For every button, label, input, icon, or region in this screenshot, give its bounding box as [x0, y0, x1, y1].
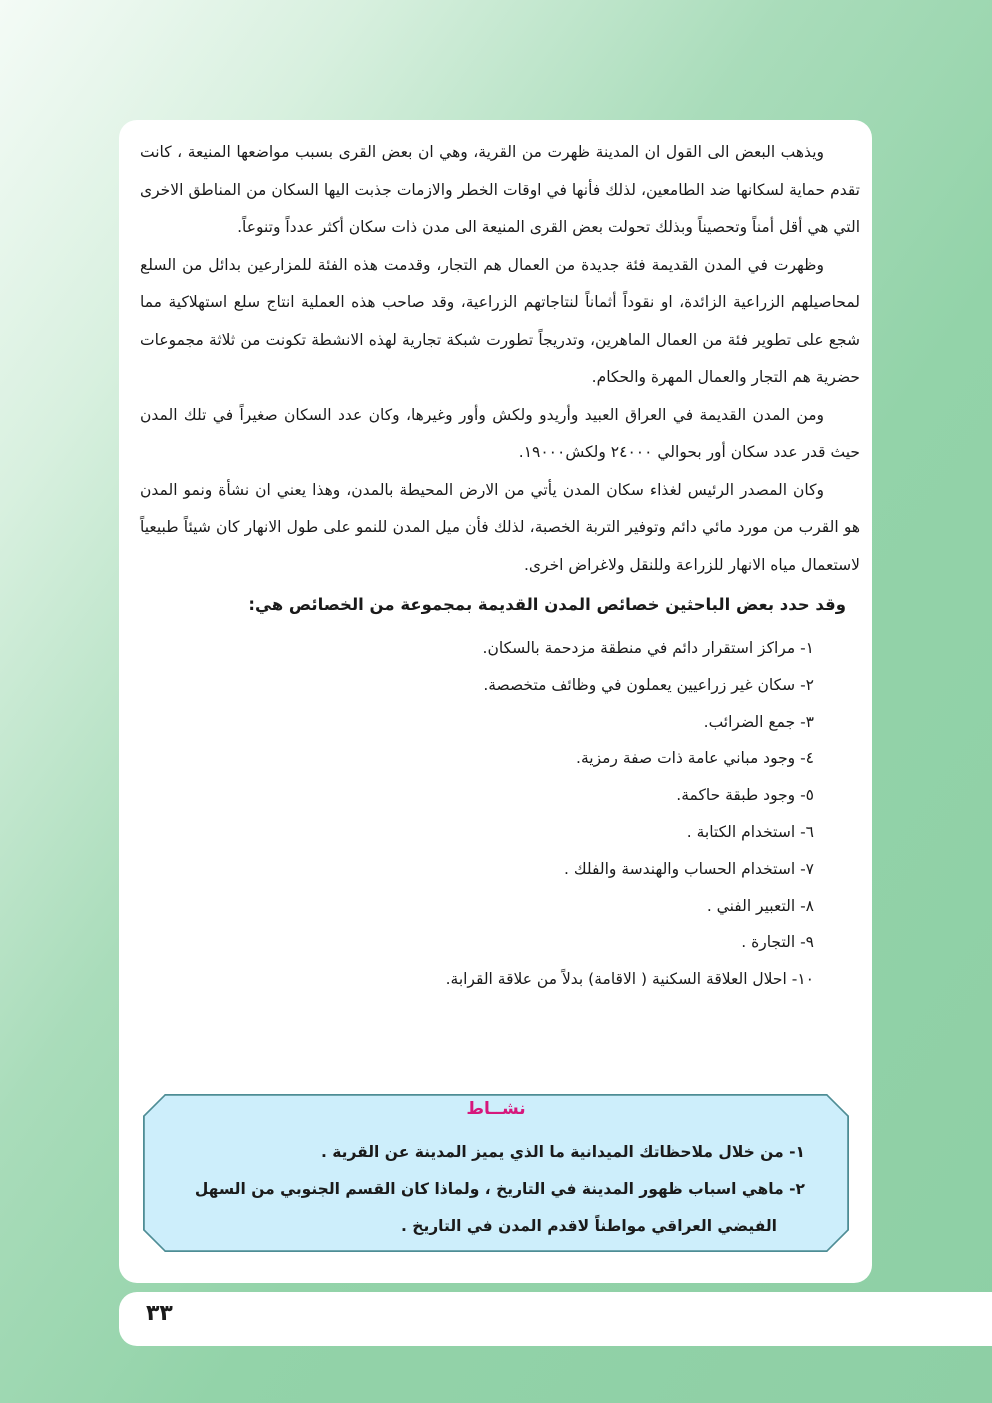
list-item: ٩- التجارة . — [741, 933, 814, 952]
activity-questions — [165, 1134, 805, 1245]
list-item: ٧- استخدام الحساب والهندسة والفلك . — [564, 859, 814, 878]
paragraph-4: وكان المصدر الرئيس لغذاء سكان المدن يأتي من الارض المحيطة بالمدن، وهذا يعني ان نشأة ونمو المدن هو القرب من مورد مائي دائم وتوفير التربة الخصبة، لذلك فأن ميل المدن للنمو على طول الانهار كان شيئاً طبيعياً لاستعمال مياه الانهار للزراعة وللنقل ولاغراض اخرى. — [140, 480, 860, 574]
activity-question-2: ٢- ماهي اسباب ظهور المدينة في التاريخ ، ولماذا كان القسم الجنوبي من السهل — [194, 1180, 805, 1198]
activity-title: نشــاط — [466, 1099, 526, 1119]
characteristics-heading: وقد حدد بعض الباحثين خصائص المدن القديمة بمجموعة من الخصائص هي: — [248, 595, 846, 614]
page-number: ٣٣ — [146, 1301, 173, 1326]
activity-question-2-continued: الفيضي العراقي مواطناً لاقدم المدن في التاريخ . — [400, 1217, 777, 1235]
list-item: ٢- سكان غير زراعيين يعملون في وظائف متخصصة. — [483, 675, 814, 694]
list-item: ١- مراكز استقرار دائم في منطقة مزدحمة بالسكان. — [482, 639, 814, 657]
list-item: ٥- وجود طبقة حاكمة. — [676, 786, 814, 805]
list-item: ٦- استخدام الكتابة . — [686, 822, 814, 841]
characteristics-list — [140, 630, 814, 998]
list-item: ٤- وجود مباني عامة ذات صفة رمزية. — [576, 749, 814, 768]
main-text — [140, 134, 860, 998]
list-item: ١٠- احلال العلاقة السكنية ( الاقامة) بدلاً من علاقة القرابة. — [445, 970, 814, 989]
paragraph-2: وظهرت في المدن القديمة فئة جديدة من العمال هم التجار، وقدمت هذه الفئة للمزارعين بدائل من السلع لمحاصيلهم الزراعية الزائدة، او نقوداً أثماناً لنتاجاتهم الزراعية، وقد صاحب هذه العملية انتاج سلع استهلاكية مما شجع على تطوير فئة من العمال الماهرين، وتدريجاً تطورت شبكة تجارية لهذه الانشطة تكونت من ثلاثة مجموعات حضرية هم التجار والعمال المهرة والحكام. — [140, 255, 860, 386]
paragraph-3: ومن المدن القديمة في العراق العبيد وأريدو ولكش وأور وغيرها، وكان عدد السكان صغيراً في تلك المدن حيث قدر عدد سكان أور بحوالي ٢٤٠٠٠ ولكش١٩٠٠٠. — [140, 405, 860, 461]
footer-bar — [119, 1292, 992, 1346]
activity-question-1: ١- من خلال ملاحظاتك الميدانية ما الذي يميز المدينة عن القرية . — [320, 1143, 805, 1161]
paragraph-1: ويذهب البعض الى القول ان المدينة ظهرت من القرية، وهي ان بعض القرى بسبب مواضعها المنيعة ، كانت تقدم حماية لسكانها ضد الطامعين، لذلك فأنها في اوقات الخطر والازمات جذبت اليها السكان من المناطق الاخرى التي هي أقل أمناً وتحصيناً وبذلك تحولت بعض القرى المنيعة الى مدن ذات سكان أكثر عدداً وتنوعاً. — [140, 143, 860, 236]
list-item: ٣- جمع الضرائب. — [703, 712, 814, 731]
list-item: ٨- التعبير الفني . — [706, 896, 814, 915]
